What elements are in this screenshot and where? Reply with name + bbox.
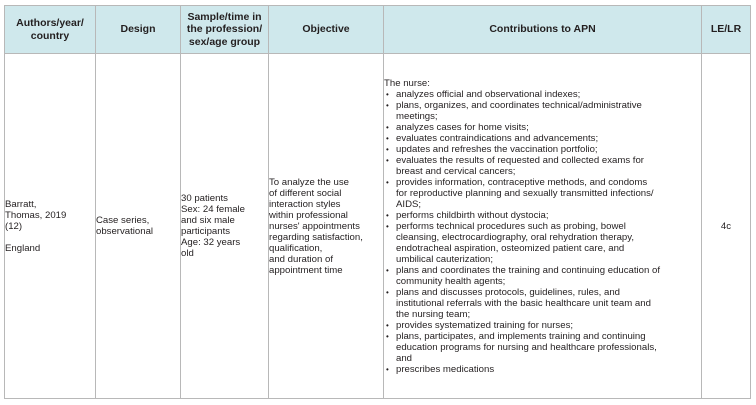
list-item	[384, 133, 701, 144]
cell-text: Thomas, 2019	[5, 209, 67, 221]
list-item	[384, 155, 701, 177]
cell-objective	[269, 54, 384, 399]
cell-text: nurses' appointments	[269, 220, 360, 232]
header-text: Authors/year/	[16, 17, 84, 29]
list-item-text: • evaluates contraindications and advancements;	[396, 132, 599, 144]
header-sample	[181, 6, 269, 54]
list-item	[384, 221, 701, 265]
list-item-text: • provides systematized training for nurses;	[396, 319, 574, 331]
cell-sample	[181, 54, 269, 399]
cell-text: (12)	[5, 220, 23, 232]
cell-text: To analyze the use	[269, 176, 350, 188]
cell-text: and six male	[181, 215, 235, 226]
contributions-list	[384, 89, 701, 375]
list-item-text: • evaluates the results of requested and collected exams for	[396, 154, 644, 166]
cell-text: 30 patients	[181, 193, 228, 204]
list-item	[384, 144, 701, 155]
list-item	[384, 177, 701, 210]
cell-text: observational	[96, 226, 154, 237]
cell-text: qualification,	[269, 242, 323, 254]
list-item-text: AIDS;	[396, 198, 422, 210]
cell-text: England	[5, 242, 41, 254]
header-text: LE/LR	[710, 23, 742, 36]
header-text: Design	[120, 23, 156, 36]
list-item-text: • performs technical procedures such as probing, bowel	[396, 220, 626, 232]
list-item-text: education programs for nursing and healthcare professionals,	[396, 341, 657, 353]
list-item-text: • performs childbirth without dystocia;	[396, 209, 549, 221]
cell-design	[96, 54, 181, 399]
cell-authors	[5, 54, 96, 399]
list-item-text: and	[396, 352, 413, 364]
list-item	[384, 89, 701, 100]
cell-level	[702, 54, 751, 399]
list-item	[384, 210, 701, 221]
header-text: country	[30, 29, 70, 42]
list-item-text: the nursing team;	[396, 308, 471, 320]
list-item-text: umbilical cauterization;	[396, 253, 494, 265]
cell-text: Case series,	[96, 215, 150, 226]
cell-text: within professional	[269, 209, 348, 221]
list-item-text: for reproductive planning and sexually transmitted infections/	[396, 187, 654, 199]
header-text: the profession/	[186, 23, 263, 36]
list-item-text: • plans, participates, and implements training and continuing	[396, 330, 646, 342]
cell-text: appointment time	[269, 264, 343, 276]
list-item-text: breast and cervical cancers;	[396, 165, 516, 177]
cell-text: regarding satisfaction,	[269, 231, 363, 243]
cell-text: 4c	[720, 220, 732, 232]
cell-text: interaction styles	[269, 198, 341, 210]
list-item-text: • plans and discusses protocols, guidelines, rules, and	[396, 286, 620, 298]
list-item	[384, 265, 701, 287]
cell-text: Barratt,	[5, 198, 37, 210]
cell-text: old	[181, 248, 194, 259]
spacer	[5, 232, 95, 243]
list-item	[384, 287, 701, 320]
list-item-text: community health agents;	[396, 275, 506, 287]
list-item-text: • provides information, contraceptive methods, and condoms	[396, 176, 648, 188]
list-item-text: institutional referrals with the basic healthcare unit team and	[396, 297, 651, 309]
header-text: sex/age group	[188, 35, 261, 48]
header-level	[702, 6, 751, 54]
list-item-text: cleansing, electrocardiography, oral rehydration therapy,	[396, 231, 635, 243]
list-item	[384, 331, 701, 364]
cell-contributions	[384, 54, 702, 399]
list-item-text: • updates and refreshes the vaccination portfolio;	[396, 143, 598, 155]
header-text: Sample/time in	[187, 10, 262, 23]
cell-text: Age: 32 years	[181, 237, 241, 248]
cell-text: of different social	[269, 187, 342, 199]
list-item-text: • analyzes cases for home visits;	[396, 121, 529, 133]
header-contributions	[384, 6, 702, 54]
list-item-text: • analyzes official and observational indexes;	[396, 88, 581, 100]
cell-text: Sex: 24 female	[181, 204, 245, 215]
contributions-lead: The nurse:	[384, 77, 430, 89]
list-item-text: • plans, organizes, and coordinates technical/administrative	[396, 99, 642, 111]
list-item-text: • prescribes medications	[396, 363, 495, 375]
study-table	[4, 5, 751, 399]
header-authors	[5, 6, 96, 54]
header-objective	[269, 6, 384, 54]
header-text: Contributions to APN	[489, 23, 596, 36]
list-item-text: meetings;	[396, 110, 438, 122]
list-item-text: endotracheal aspiration, osteomized patient care, and	[396, 242, 625, 254]
table-row	[5, 54, 751, 399]
cell-text: and duration of	[269, 253, 334, 265]
header-row	[5, 6, 751, 54]
list-item	[384, 122, 701, 133]
list-item	[384, 320, 701, 331]
header-text: Objective	[302, 23, 350, 36]
cell-text: participants	[181, 226, 231, 237]
list-item	[384, 364, 701, 375]
list-item	[384, 100, 701, 122]
header-design	[96, 6, 181, 54]
list-item-text: • plans and coordinates the training and continuing education of	[396, 264, 661, 276]
